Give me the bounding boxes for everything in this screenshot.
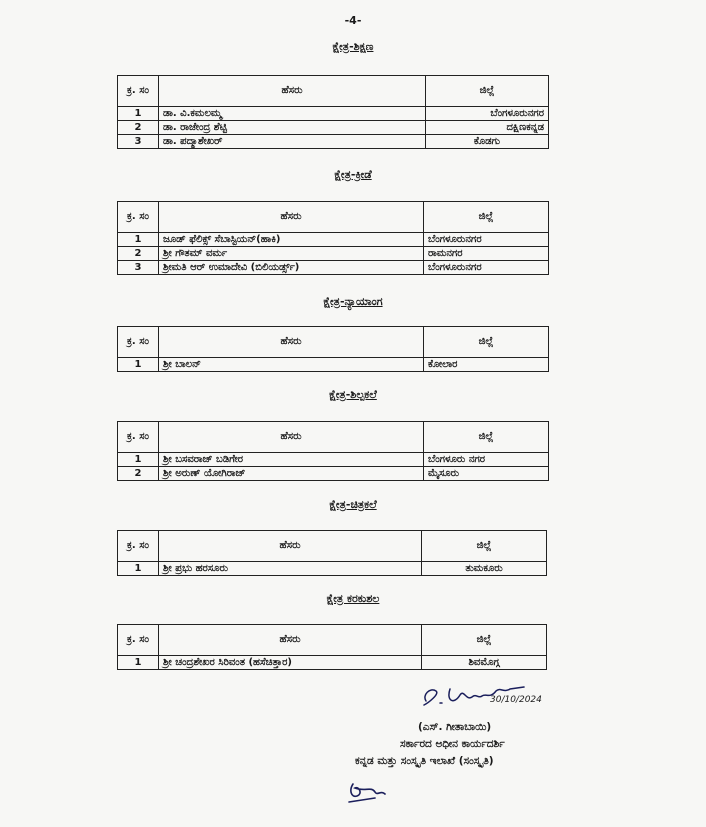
header-name: ಹೆಸರು [159, 422, 424, 453]
table-row [118, 467, 549, 481]
table-row [118, 656, 547, 670]
header-district: ಜಿಲ್ಲೆ [426, 76, 549, 107]
section-sports [0, 168, 706, 190]
section-title: ಕ್ಷೇತ್ರ ಕರಕುಶಲ [326, 592, 380, 605]
painting-table [117, 530, 547, 576]
cell-sl: 1 [118, 358, 159, 372]
section-painting [0, 498, 706, 520]
cell-name: ಜೂಡ್ ಫೆಲಿಕ್ಸ್ ಸೆಬಾಸ್ಟಿಯನ್(ಹಾಕಿ) [159, 233, 424, 247]
cell-sl: 1 [118, 233, 159, 247]
section-title: ಕ್ಷೇತ್ರ-ಚಿತ್ರಕಲೆ [329, 498, 377, 511]
table-row [118, 358, 549, 372]
cell-district: ಮೈಸೂರು [424, 467, 549, 481]
signatory-name: (ಎಸ್. ಗೀತಾಬಾಯಿ) [418, 721, 492, 733]
header-name: ಹೆಸರು [159, 327, 424, 358]
cell-name: ಶ್ರೀ ಗೌತಮ್ ವರ್ಮ [159, 247, 424, 261]
cell-district: ಬೆಂಗಳೂರುನಗರ [424, 261, 549, 275]
signatory-department: ಕನ್ನಡ ಮತ್ತು ಸಂಸ್ಕೃತಿ ಇಲಾಖೆ (ಸಂಸ್ಕೃತಿ) [355, 755, 494, 767]
cell-district: ಶಿವಮೊಗ್ಗ [422, 656, 547, 670]
cell-name: ಶ್ರೀ ಬಾಲನ್ [159, 358, 424, 372]
cell-name: ಶ್ರೀ ಪ್ರಭು ಹರಸೂರು [159, 562, 422, 576]
header-sl: ಕ್ರ. ಸಂ [118, 625, 159, 656]
cell-district: ಬೆಂಗಳೂರುನಗರ [424, 233, 549, 247]
cell-district: ಕೊಡಗು [426, 135, 549, 149]
sculpture-table [117, 421, 549, 481]
cell-name: ಶ್ರೀ ಬಸವರಾಜ್ ಬಡಿಗೇರ [159, 453, 424, 467]
cell-district: ಬೆಂಗಳೂರುನಗರ [426, 107, 549, 121]
header-name: ಹೆಸರು [159, 531, 422, 562]
cell-name: ಶ್ರೀ ಚಂದ್ರಶೇಖರ ಸಿರಿವಂತ (ಹಸೆಚಿತ್ತಾರ) [159, 656, 422, 670]
table-row [118, 135, 549, 149]
header-sl: ಕ್ರ. ಸಂ [118, 531, 159, 562]
section-title: ಕ್ಷೇತ್ರ-ಶಿಲ್ಪಕಲೆ [329, 388, 377, 401]
header-district: ಜಿಲ್ಲೆ [424, 422, 549, 453]
sports-table [117, 201, 549, 275]
table-header-row [118, 327, 549, 358]
table-row [118, 261, 549, 275]
cell-name: ಶ್ರೀಮತಿ ಆರ್ ಉಮಾದೇವಿ (ಬಿಲಿಯರ್ಡ್ಸ್) [159, 261, 424, 275]
cell-sl: 1 [118, 656, 159, 670]
cell-name: ಡಾ. ಪದ್ಮಾಶೇಖರ್ [159, 135, 426, 149]
header-sl: ಕ್ರ. ಸಂ [118, 202, 159, 233]
cell-sl: 1 [118, 453, 159, 467]
table-row [118, 247, 549, 261]
cell-district: ತುಮಕೂರು [422, 562, 547, 576]
section-title: ಕ್ಷೇತ್ರ-ಕ್ರೀಡೆ [334, 168, 372, 181]
section-handicraft [0, 592, 706, 614]
cell-sl: 3 [118, 261, 159, 275]
cell-sl: 3 [118, 135, 159, 149]
table-header-row [118, 625, 547, 656]
section-education [0, 40, 706, 62]
table-header-row [118, 202, 549, 233]
header-name: ಹೆಸರು [159, 202, 424, 233]
signatory-designation: ಸರ್ಕಾರದ ಅಧೀನ ಕಾರ್ಯದರ್ಶಿ [400, 738, 505, 750]
table-header-row [118, 422, 549, 453]
table-row [118, 233, 549, 247]
cell-sl: 1 [118, 562, 159, 576]
table-row [118, 121, 549, 135]
education-table [117, 75, 549, 149]
table-row [118, 562, 547, 576]
header-name: ಹೆಸರು [159, 625, 422, 656]
section-sculpture [0, 388, 706, 410]
cell-name: ಡಾ. ವಿ.ಕಮಲಮ್ಮ [159, 107, 426, 121]
cell-district: ಬೆಂಗಳೂರು ನಗರ [424, 453, 549, 467]
header-district: ಜಿಲ್ಲೆ [424, 202, 549, 233]
cell-name: ಶ್ರೀ ಅರುಣ್ ಯೋಗಿರಾಜ್ [159, 467, 424, 481]
cell-name: ಡಾ. ರಾಜೇಂದ್ರ ಶೆಟ್ಟಿ [159, 121, 426, 135]
header-district: ಜಿಲ್ಲೆ [422, 531, 547, 562]
judiciary-table [117, 326, 549, 372]
section-judiciary [0, 295, 706, 317]
table-row [118, 107, 549, 121]
section-title: ಕ್ಷೇತ್ರ-ಶಿಕ್ಷಣ [332, 40, 374, 53]
cell-district: ಕೋಲಾರ [424, 358, 549, 372]
initials-icon [345, 778, 393, 806]
header-sl: ಕ್ರ. ಸಂ [118, 76, 159, 107]
header-sl: ಕ್ರ. ಸಂ [118, 422, 159, 453]
table-header-row [118, 531, 547, 562]
cell-sl: 1 [118, 107, 159, 121]
cell-sl: 2 [118, 467, 159, 481]
page-number: -4- [344, 14, 362, 27]
header-name: ಹೆಸರು [159, 76, 426, 107]
cell-district: ದಕ್ಷಿಣಕನ್ನಡ [426, 121, 549, 135]
header-district: ಜಿಲ್ಲೆ [424, 327, 549, 358]
cell-sl: 2 [118, 121, 159, 135]
section-title: ಕ್ಷೇತ್ರ-ನ್ಯಾಯಾಂಗ [323, 295, 383, 308]
signature-date: 30/10/2024 [490, 695, 542, 705]
handicraft-table [117, 624, 547, 670]
table-header-row [118, 76, 549, 107]
header-district: ಜಿಲ್ಲೆ [422, 625, 547, 656]
table-row [118, 453, 549, 467]
cell-district: ರಾಮನಗರ [424, 247, 549, 261]
cell-sl: 2 [118, 247, 159, 261]
header-sl: ಕ್ರ. ಸಂ [118, 327, 159, 358]
